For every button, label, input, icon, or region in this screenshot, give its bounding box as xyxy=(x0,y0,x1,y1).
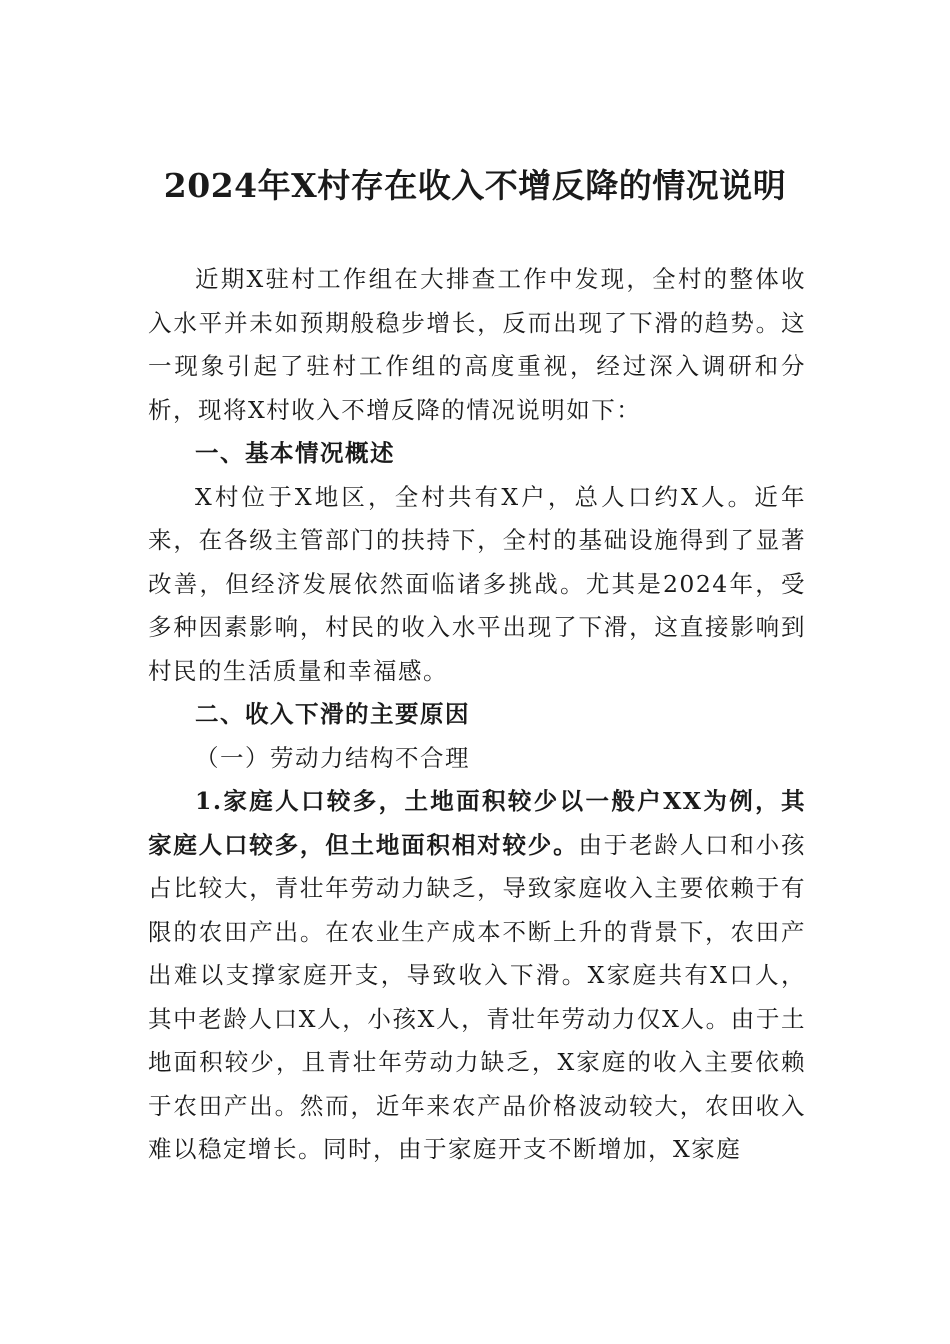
subsection-heading-labor-structure: （一）劳动力结构不合理 xyxy=(195,743,470,772)
item-text: 由于老龄人口和小孩占比较大，青壮年劳动力缺乏，导致家庭收入主要依赖于有限的农田产出。在农业生产成本不断上升的背景下，农田产出难以支撑家庭开支，导致收入下滑。X家庭共有X口人，其中老龄人口X人，小孩X人，青壮年劳动力仅X人。由于土地面积较少，且青壮年劳动力缺乏，X家庭的收入主要依赖于农田产出。然而，近年来农产品价格波动较大，农田收入难以稳定增长。同时，由于家庭开支不断增加，X家庭 xyxy=(148,830,807,1163)
intro-paragraph: 近期X驻村工作组在大排查工作中发现，全村的整体收入水平并未如预期般稳步增长，反而出现了下滑的趋势。这一现象引起了驻村工作组的高度重视，经过深入调研和分析，现将X村收入不增反降的情况说明如下： xyxy=(148,265,806,424)
labor-structure-paragraph xyxy=(148,780,806,1172)
basic-overview-paragraph: X村位于X地区，全村共有X户，总人口约X人。近年来，在各级主管部门的扶持下，全村的基础设施得到了显著改善，但经济发展依然面临诸多挑战。尤其是2024年，受多种因素影响，村民的收入水平出现了下滑，这直接影响到村民的生活质量和幸福感。 xyxy=(148,482,806,685)
document-body xyxy=(148,258,806,1172)
item-lead-bold: 1.家庭人口较多，土地面积较少以一般户XX为例，其家庭人口较多，但土地面积相对较少。 xyxy=(148,787,806,859)
section-heading-main-reasons: 二、收入下滑的主要原因 xyxy=(195,700,470,728)
document-title: 2024年X村存在收入不增反降的情况说明 xyxy=(163,166,787,205)
section-heading-basic-overview: 一、基本情况概述 xyxy=(195,439,395,467)
